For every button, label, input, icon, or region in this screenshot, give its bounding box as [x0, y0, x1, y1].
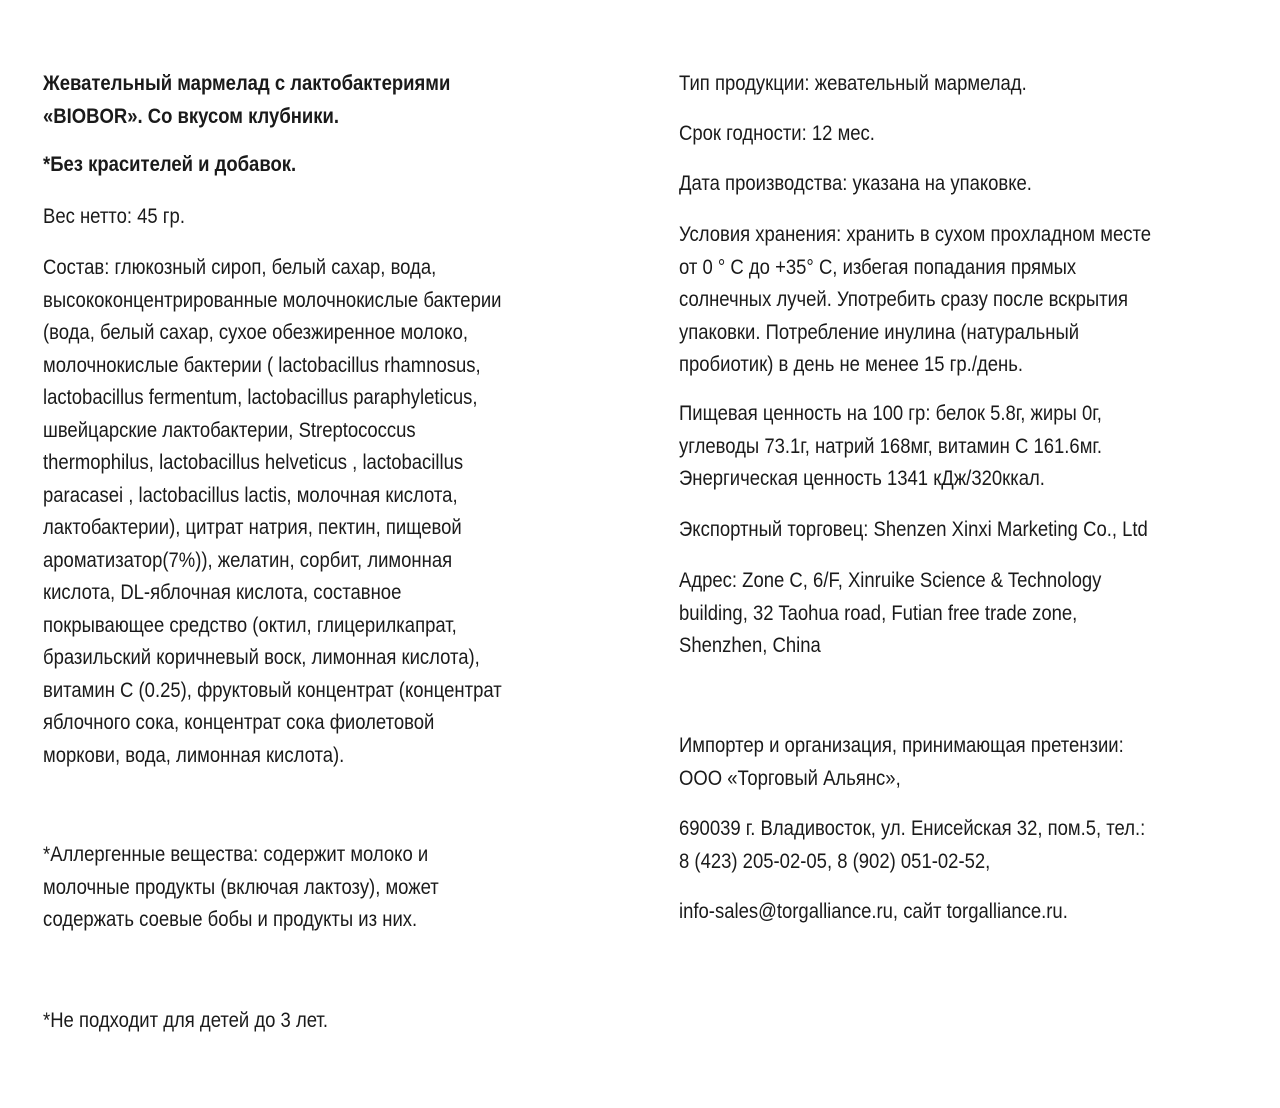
nutrition-facts — [679, 398, 1102, 496]
text-line: Адрес: Zone C, 6/F, Xinruike Science & Technology — [679, 569, 1102, 592]
children-warning — [43, 1005, 328, 1038]
text-line: моркови, вода, лимонная кислота). — [43, 743, 345, 767]
product-type — [679, 68, 1027, 101]
text-line: молочнокислые бактерии ( lactobacillus rhamnosus, — [43, 353, 481, 377]
text-line: thermophilus, lactobacillus helveticus , lactobacillus — [43, 451, 464, 474]
text-line: lactobacillus fermentum, lactobacillus paraphyleticus, — [43, 386, 478, 409]
text-line: Импортер и организация, принимающая претензии: — [679, 734, 1124, 757]
text-line: *Без красителей и добавок. — [43, 153, 297, 176]
text-line: (вода, белый сахар, сухое обезжиренное молоко, — [43, 321, 468, 344]
text-line: Жевательный мармелад с лактобактериями — [43, 72, 451, 95]
text-line: ООО «Торговый Альянс», — [679, 766, 901, 790]
allergens-note — [43, 839, 439, 937]
text-line: лактобактерии), цитрат натрия, пектин, пищевой — [43, 516, 462, 539]
importer-address — [679, 813, 1145, 878]
no-additives-note — [43, 149, 296, 182]
text-line: building, 32 Taohua road, Futian free trade zone, — [679, 601, 1078, 625]
text-line: покрывающее средство (октил, глицерилкапрат, — [43, 613, 457, 637]
text-line: от 0 ° С до +35° С, избегая попадания прямых — [679, 255, 1077, 279]
text-line: яблочного сока, концентрат сока фиолетовой — [43, 711, 435, 734]
production-date — [679, 168, 1032, 201]
text-line: Вес нетто: 45 гр. — [43, 205, 185, 228]
text-line: Экспортный торговец: Shenzen Xinxi Marketing Co., Ltd — [679, 518, 1148, 541]
exporter — [679, 514, 1148, 547]
text-line: швейцарские лактобактерии, Streptococcus — [43, 418, 416, 442]
text-line: *Аллергенные вещества: содержит молоко и — [43, 843, 429, 866]
text-line: info-sales@torgalliance.ru, сайт torgalliance.ru. — [679, 900, 1068, 923]
storage-conditions — [679, 219, 1151, 382]
text-line: содержать соевые бобы и продукты из них. — [43, 908, 418, 931]
text-line: углеводы 73.1г, натрий 168мг, витамин С 161.6мг. — [679, 434, 1103, 458]
exporter-address — [679, 565, 1101, 663]
text-line: упаковки. Потребление инулина (натуральный — [679, 320, 1080, 344]
text-line: кислота, DL-яблочная кислота, составное — [43, 581, 402, 604]
text-line: солнечных лучей. Употребить сразу после вскрытия — [679, 288, 1128, 311]
text-line: Дата производства: указана на упаковке. — [679, 172, 1032, 195]
text-line: молочные продукты (включая лактозу), может — [43, 875, 439, 899]
net-weight — [43, 201, 185, 234]
text-line: 690039 г. Владивосток, ул. Енисейская 32, пом.5, тел.: — [679, 817, 1146, 840]
text-line: paracasei , lactobacillus lactis, молочная кислота, — [43, 483, 458, 507]
text-line: Состав: глюкозный сироп, белый сахар, вода, — [43, 256, 437, 279]
text-line: высококонцентрированные молочнокислые бактерии — [43, 288, 502, 312]
text-line: 8 (423) 205-02-05, 8 (902) 051-02-52, — [679, 849, 991, 873]
contacts — [679, 896, 1068, 929]
text-line: ароматизатор(7%)), желатин, сорбит, лимонная — [43, 548, 453, 572]
text-line: витамин С (0.25), фруктовый концентрат (концентрат — [43, 678, 502, 702]
text-line: Пищевая ценность на 100 гр: белок 5.8г, жиры 0г, — [679, 402, 1102, 425]
text-line: пробиотик) в день не менее 15 гр./день. — [679, 353, 1023, 376]
shelf-life — [679, 118, 875, 151]
text-line: «BIOBOR». Со вкусом клубники. — [43, 104, 339, 128]
importer — [679, 730, 1124, 795]
product-title — [43, 68, 450, 133]
text-line: Shenzhen, China — [679, 634, 821, 657]
text-line: Условия хранения: хранить в сухом прохладном месте — [679, 223, 1152, 246]
text-line: *Не подходит для детей до 3 лет. — [43, 1009, 328, 1032]
composition — [43, 252, 502, 772]
text-line: бразильский коричневый воск, лимонная кислота), — [43, 646, 480, 669]
text-line: Срок годности: 12 мес. — [679, 122, 875, 145]
text-line: Тип продукции: жевательный мармелад. — [679, 72, 1027, 95]
text-line: Энергическая ценность 1341 кДж/320ккал. — [679, 467, 1045, 490]
